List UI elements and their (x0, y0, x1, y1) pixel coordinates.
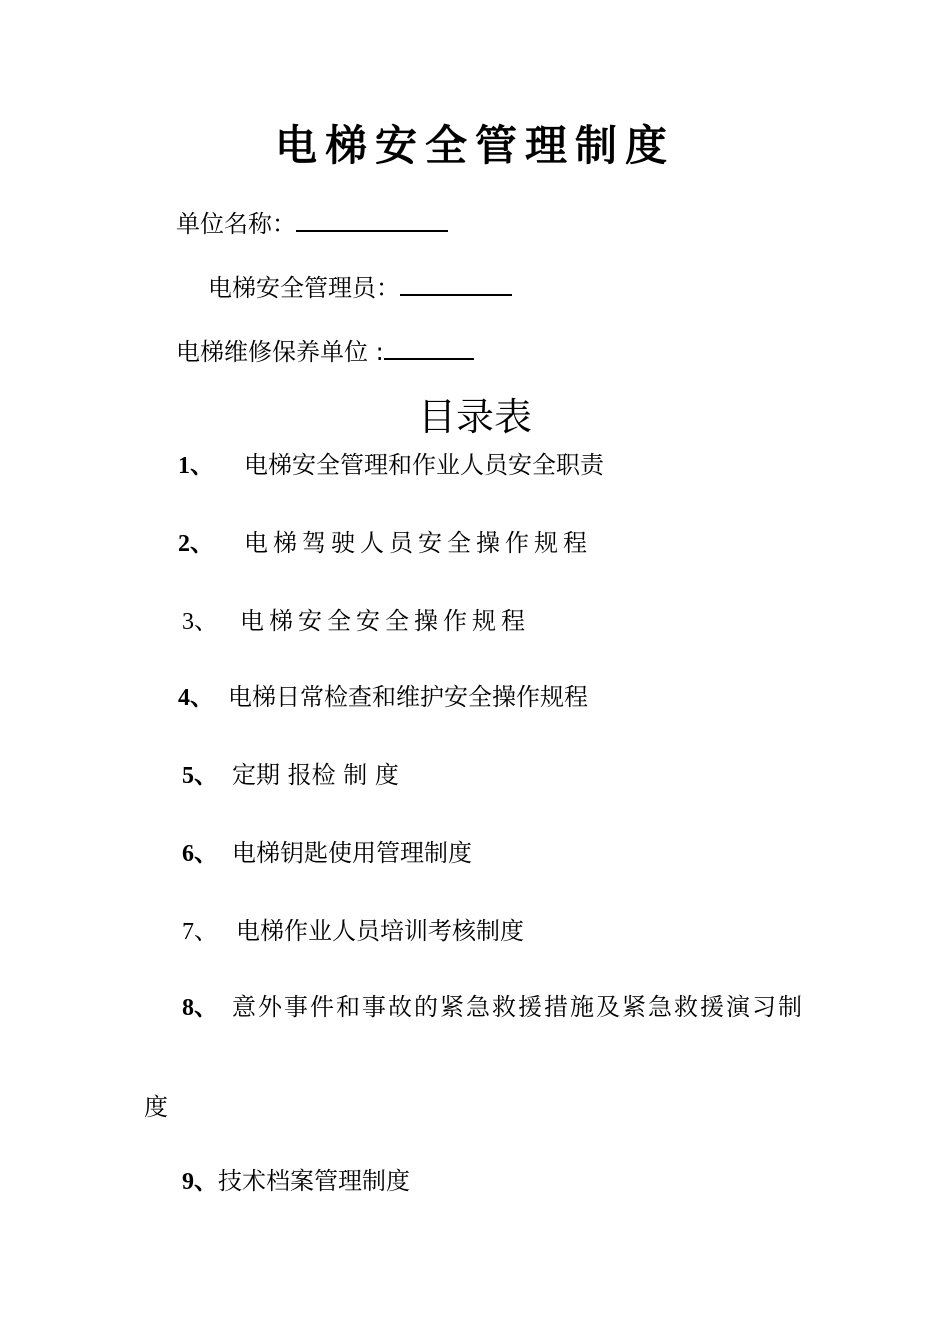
toc-item-text: 电梯安全管理和作业人员安全职责 (244, 451, 604, 479)
unit-name-label: 单位名称： (176, 210, 296, 238)
maintenance-unit-label: 电梯维修保养单位 : (176, 338, 384, 366)
toc-item-number: 6、 (182, 841, 218, 867)
toc-item (182, 604, 530, 639)
unit-name-blank (296, 208, 448, 232)
toc-item-number: 8、 (182, 995, 218, 1021)
toc-item (178, 448, 604, 483)
toc-item-continuation (144, 1090, 168, 1124)
toc-item (178, 680, 588, 715)
toc-heading: 目录表 (417, 395, 532, 439)
safety-manager-label: 电梯安全管理员： (208, 274, 400, 302)
toc-item-text: 意外事件和事故的紧急救援措施及紧急救援演习制 (232, 993, 804, 1021)
maintenance-unit-blank (384, 336, 474, 360)
toc-item (182, 1164, 410, 1199)
safety-manager-blank (400, 272, 512, 296)
document-title: 电梯安全管理制度 (274, 121, 675, 170)
toc-item (182, 836, 472, 871)
toc-item-number: 9、 (182, 1169, 218, 1195)
toc-item-number: 2、 (178, 531, 214, 557)
safety-manager-field (208, 272, 512, 304)
toc-item-text: 电梯钥匙使用管理制度 (232, 839, 472, 867)
toc-item-text: 电梯日常检查和维护安全操作规程 (228, 683, 588, 711)
toc-item (182, 758, 399, 793)
toc-item-text: 电梯驾驶人员安全操作规程 (244, 529, 592, 557)
toc-item (178, 526, 592, 561)
toc-item-number: 3、 (182, 609, 218, 635)
maintenance-unit-field (176, 336, 474, 368)
toc-item-text: 电梯作业人员培训考核制度 (236, 917, 524, 945)
toc-item-text: 技术档案管理制度 (218, 1167, 410, 1195)
toc-item (182, 914, 524, 949)
toc-item-number: 4、 (178, 685, 214, 711)
toc-item-text: 定期 报检 制 度 (232, 761, 399, 789)
toc-item-number: 5、 (182, 763, 218, 789)
toc-item-text: 度 (144, 1093, 168, 1121)
unit-name-field (176, 208, 448, 240)
toc-item-text: 电梯安全安全操作规程 (240, 607, 530, 635)
toc-item-number: 1、 (178, 453, 214, 479)
toc-item (182, 990, 804, 1025)
toc-item-number: 7、 (182, 919, 218, 945)
